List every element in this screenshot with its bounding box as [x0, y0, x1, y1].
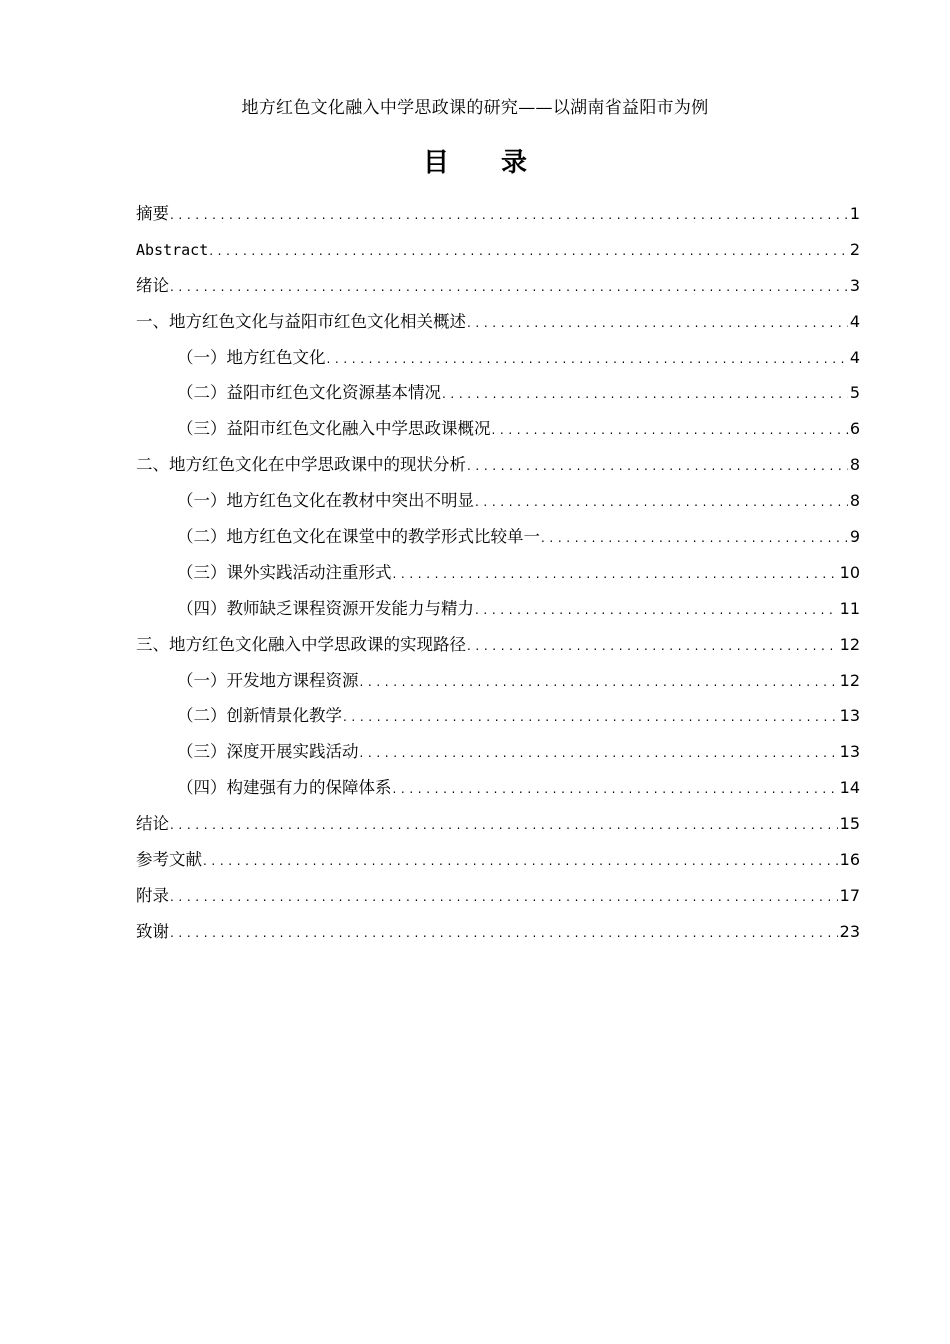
toc-entry-label: （四）教师缺乏课程资源开发能力与精力 — [177, 598, 474, 618]
toc-entry-page: 6 — [849, 419, 860, 439]
toc-title-char-2: 录 — [501, 148, 528, 178]
toc-entry-label: （四）构建强有力的保障体系 — [177, 778, 392, 798]
toc-entry-page: 10 — [839, 562, 860, 582]
dot-leader — [541, 521, 848, 557]
toc-entry-label: 致谢 — [136, 921, 169, 941]
dot-leader — [170, 808, 838, 844]
dot-leader — [475, 593, 838, 629]
toc-entry-page: 17 — [839, 885, 860, 905]
toc-entry-page: 5 — [849, 383, 860, 403]
toc-entry-section-3-2[interactable] — [136, 698, 860, 734]
toc-entry-label: 绪论 — [136, 275, 169, 295]
dot-leader — [170, 916, 838, 952]
toc-entry-page: 2 — [849, 239, 860, 259]
dot-leader — [360, 736, 838, 772]
dot-leader — [360, 665, 838, 701]
toc-entry-label: （一）地方红色文化在教材中突出不明显 — [177, 491, 474, 511]
toc-entry-label: （二）地方红色文化在课堂中的教学形式比较单一 — [177, 527, 540, 547]
toc-entry-section-2-4[interactable] — [136, 591, 860, 627]
toc-entry-page: 13 — [839, 742, 860, 762]
toc-entry-page: 23 — [839, 921, 860, 941]
toc-entry-conclusion[interactable] — [136, 806, 860, 842]
running-header: 地方红色文化融入中学思政课的研究——以湖南省益阳市为例 — [241, 98, 709, 118]
dot-leader — [492, 413, 848, 449]
dot-leader — [393, 557, 838, 593]
toc-entry-label: Abstract — [136, 240, 209, 259]
toc-entry-label: 摘要 — [136, 204, 169, 223]
toc-entry-appendix[interactable] — [136, 878, 860, 914]
toc-entry-section-2-3[interactable] — [136, 555, 860, 591]
toc-entry-introduction[interactable] — [136, 268, 860, 304]
toc-entry-section-1-2[interactable] — [136, 375, 860, 411]
toc-entry-section-1-1[interactable] — [136, 340, 860, 376]
toc-entry-page: 16 — [839, 850, 860, 870]
toc-entry-chapter-3[interactable] — [136, 627, 860, 663]
toc-entry-label: 参考文献 — [136, 850, 202, 870]
toc-entry-page: 4 — [849, 311, 860, 331]
toc-entry-page: 13 — [839, 706, 860, 726]
toc-entry-label: （三）益阳市红色文化融入中学思政课概况 — [177, 419, 491, 439]
dot-leader — [467, 629, 838, 665]
toc-entry-page: 11 — [839, 598, 860, 618]
toc-entry-page: 15 — [839, 814, 860, 834]
toc-entry-section-2-2[interactable] — [136, 519, 860, 555]
toc-title — [0, 146, 950, 180]
dot-leader — [475, 485, 848, 521]
dot-leader — [170, 198, 848, 234]
toc-title-char-1: 目 — [422, 148, 449, 178]
toc-entry-references[interactable] — [136, 842, 860, 878]
dot-leader — [170, 270, 848, 306]
toc-entry-chapter-2[interactable] — [136, 447, 860, 483]
toc-entry-section-3-1[interactable] — [136, 663, 860, 699]
toc-entry-section-3-4[interactable] — [136, 770, 860, 806]
toc-entry-label: 结论 — [136, 814, 169, 834]
toc-entry-label: （二）创新情景化教学 — [177, 706, 342, 726]
toc-entry-page: 8 — [849, 491, 860, 511]
toc-entry-label: （一）开发地方课程资源 — [177, 670, 359, 690]
toc-entry-section-3-3[interactable] — [136, 734, 860, 770]
dot-leader — [393, 772, 838, 808]
toc-entry-label: 附录 — [136, 885, 169, 905]
toc-entry-chapter-1[interactable] — [136, 304, 860, 340]
toc-entry-acknowledgements[interactable] — [136, 914, 860, 950]
toc-entry-page: 12 — [839, 670, 860, 690]
toc-entry-page: 3 — [849, 275, 860, 295]
toc-entry-section-2-1[interactable] — [136, 483, 860, 519]
toc-entry-page: 1 — [849, 204, 860, 223]
dot-leader — [327, 342, 848, 378]
toc-entry-abstract-en[interactable] — [136, 232, 860, 268]
toc-entry-page: 9 — [849, 527, 860, 547]
toc-entry-section-1-3[interactable] — [136, 411, 860, 447]
dot-leader — [343, 700, 838, 736]
toc-entry-page: 8 — [849, 455, 860, 475]
toc-entry-label: （二）益阳市红色文化资源基本情况 — [177, 383, 441, 403]
toc-entry-page: 14 — [839, 778, 860, 798]
toc-entry-label: 一、地方红色文化与益阳市红色文化相关概述 — [136, 311, 466, 331]
toc-entry-abstract-cn[interactable] — [136, 196, 860, 232]
toc-entry-label: （三）课外实践活动注重形式 — [177, 562, 392, 582]
toc-entry-page: 4 — [849, 347, 860, 367]
dot-leader — [203, 844, 838, 880]
dot-leader — [442, 377, 848, 413]
dot-leader — [467, 449, 848, 485]
toc-entry-label: （三）深度开展实践活动 — [177, 742, 359, 762]
dot-leader — [209, 234, 848, 270]
toc-entry-label: 三、地方红色文化融入中学思政课的实现路径 — [136, 634, 466, 654]
toc-entry-label: （一）地方红色文化 — [177, 347, 326, 367]
toc-entry-label: 二、地方红色文化在中学思政课中的现状分析 — [136, 455, 466, 475]
dot-leader — [170, 880, 838, 916]
toc-list — [136, 196, 860, 950]
dot-leader — [467, 306, 848, 342]
toc-entry-page: 12 — [839, 634, 860, 654]
